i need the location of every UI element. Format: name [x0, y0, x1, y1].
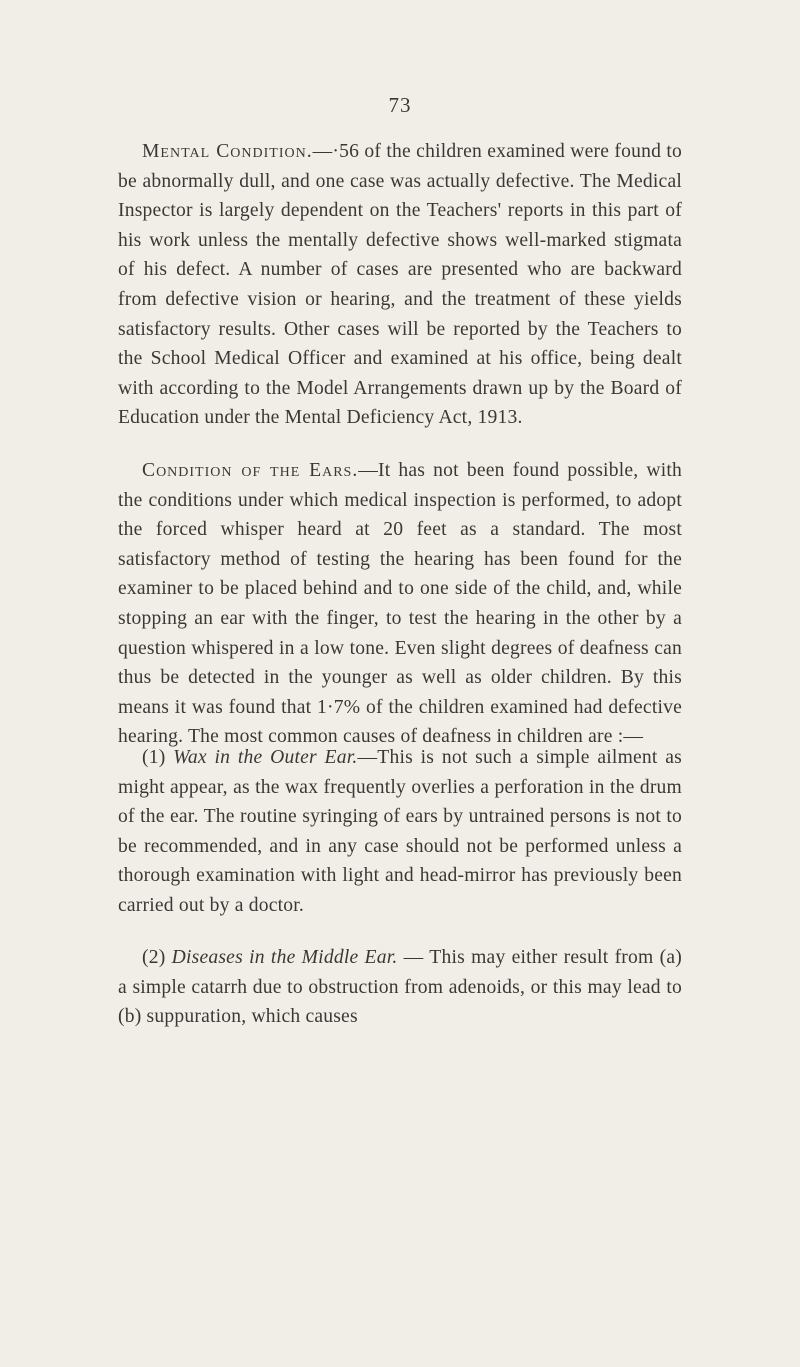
heading-wax-outer-ear: Wax in the Outer Ear. — [173, 747, 358, 768]
paragraph-wax-outer-ear — [118, 743, 682, 921]
text-condition-of-ears: —It has not been found possible, with the conditions under which medical inspection is performed, to adopt the forced whisper heard at 20 feet as a standard. The most satisfactory method of testing the hearing has been found for the examiner to be placed behind and to one side of the child, and, while stopping an ear with the finger, to test the hearing in the other by a question whispered in a low tone. Even slight degrees of deafness can thus be detected in the younger as well as older children. By this means it was found that 1·7% of the children examined had defective hearing. The most common causes of deafness in children are :— — [118, 460, 682, 748]
number-middle-ear: (2) — [142, 947, 172, 968]
number-wax-outer-ear: (1) — [142, 747, 174, 768]
paragraph-condition-of-ears — [118, 456, 682, 752]
text-middle-ear: — This may either result from (a) a simple catarrh due to obstruction from adenoids, or this may lead to (b) suppuration, which causes — [118, 947, 682, 1028]
heading-mental-condition: Mental Condition. — [142, 141, 313, 162]
heading-condition-of-ears: Condition of the Ears. — [142, 460, 359, 481]
heading-middle-ear: Diseases in the Middle Ear. — [171, 947, 398, 968]
paragraph-middle-ear — [118, 943, 682, 1032]
paragraph-mental-condition — [118, 137, 682, 433]
text-wax-outer-ear: —This is not such a simple ailment as might appear, as the wax frequently overlies a perforation in the drum of the ear. The routine syringing of ears by untrained persons is not to be recommended, and in any case should not be performed unless a thorough examination with light and head-mirror has previously been carried out by a doctor. — [118, 747, 682, 916]
page-number: 73 — [388, 93, 412, 117]
text-mental-condition: —·56 of the children examined were found to be abnormally dull, and one case was actually defective. The Medical Inspector is largely dependent on the Teachers' reports in this part of his work unless the mentally defective shows well-marked stigmata of his defect. A number of cases are presented who are backward from defective vision or hearing, and the treatment of these yields satisfactory results. Other cases will be reported by the Teachers to the School Medical Officer and examined at his office, being dealt with according to the Model Arrangements drawn up by the Board of Education under the Mental Deficiency Act, 1913. — [118, 141, 682, 429]
